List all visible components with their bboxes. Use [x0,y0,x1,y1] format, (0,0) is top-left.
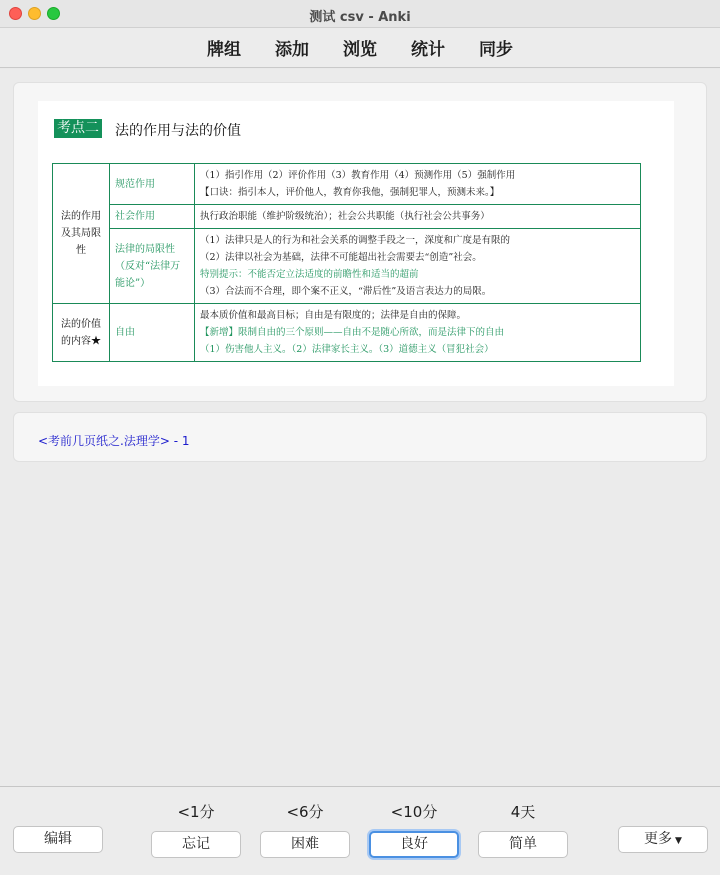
description-line: 特别提示：不能否定立法适度的前瞻性和适当的超前 [200,269,419,280]
description-line: 【口诀：指引本人，评价他人，教育你我他，强制犯罪人，预测未来。】 [200,187,500,198]
topic-badge: 考点二 [54,119,102,138]
more-button[interactable] [618,826,708,853]
table-row [53,205,641,229]
description-line: （1）伤害他人主义。（2）法律家长主义。（3）道德主义（冒犯社会） [200,344,494,355]
subcategory-cell: 自由 [110,304,195,362]
category-cell: 法的作用及其局限性 [53,164,110,304]
easy-button[interactable]: 简单 [478,831,568,858]
subcategory-cell: 社会作用 [110,205,195,229]
source-panel [13,412,707,462]
description-line: （3）合法而不合理，即个案不正义，“滞后性”及语言表达力的局限。 [200,286,492,297]
description-line: 【新增】限制自由的三个原则——自由不是随心所欲，而是法律下的自由 [200,327,505,338]
table-row [53,229,641,304]
window-title: 测试 csv - Anki [309,10,411,25]
review-area [0,69,720,786]
description-line: （1）法律只是人的行为和社会关系的调整手段之一，深度和广度是有限的 [200,235,511,246]
description-cell: 执行政治职能（维护阶级统治）；社会公共职能（执行社会公共事务） [195,205,641,229]
description-cell [195,164,641,205]
rules-table [52,163,641,362]
toolbar-browse[interactable]: 浏览 [343,40,377,60]
main-toolbar [0,28,720,68]
subcategory-cell: 规范作用 [110,164,195,205]
description-line: （1）指引作用（2）评价作用（3）教育作用（4）预测作用（5）强制作用 [200,170,516,181]
description-cell [195,304,641,362]
toolbar-sync[interactable]: 同步 [479,40,513,60]
card-panel [13,82,707,402]
card-heading: 法的作用与法的价值 [115,123,241,139]
table-row [53,304,641,362]
hard-button[interactable]: 困难 [260,831,350,858]
toolbar-decks[interactable]: 牌组 [207,40,241,60]
subcategory-cell: 法律的局限性（反对“法律万能论”） [110,229,195,304]
card-image [38,101,674,386]
answer-bar [0,786,720,875]
interval-again: <1分 [177,803,215,821]
good-button[interactable]: 良好 [369,831,459,858]
source-link[interactable]: <考前几页纸之.法理学> - 1 [38,434,190,448]
interval-good: <10分 [390,803,438,821]
description-line: （2）法律以社会为基础，法律不可能超出社会需要去“创造”社会。 [200,252,482,263]
category-cell: 法的价值的内容★ [53,304,110,362]
more-button-label: 更多 [644,831,673,847]
toolbar-add[interactable]: 添加 [275,40,309,60]
caret-down-icon: ▼ [675,836,682,846]
interval-hard: <6分 [286,803,324,821]
description-cell [195,229,641,304]
title-bar [0,0,720,28]
toolbar-stats[interactable]: 统计 [411,40,445,60]
edit-button[interactable]: 编辑 [13,826,103,853]
again-button[interactable]: 忘记 [151,831,241,858]
interval-easy: 4天 [510,803,536,821]
description-line: 最本质价值和最高目标；自由是有限度的；法律是自由的保障。 [200,310,467,321]
table-row [53,164,641,205]
